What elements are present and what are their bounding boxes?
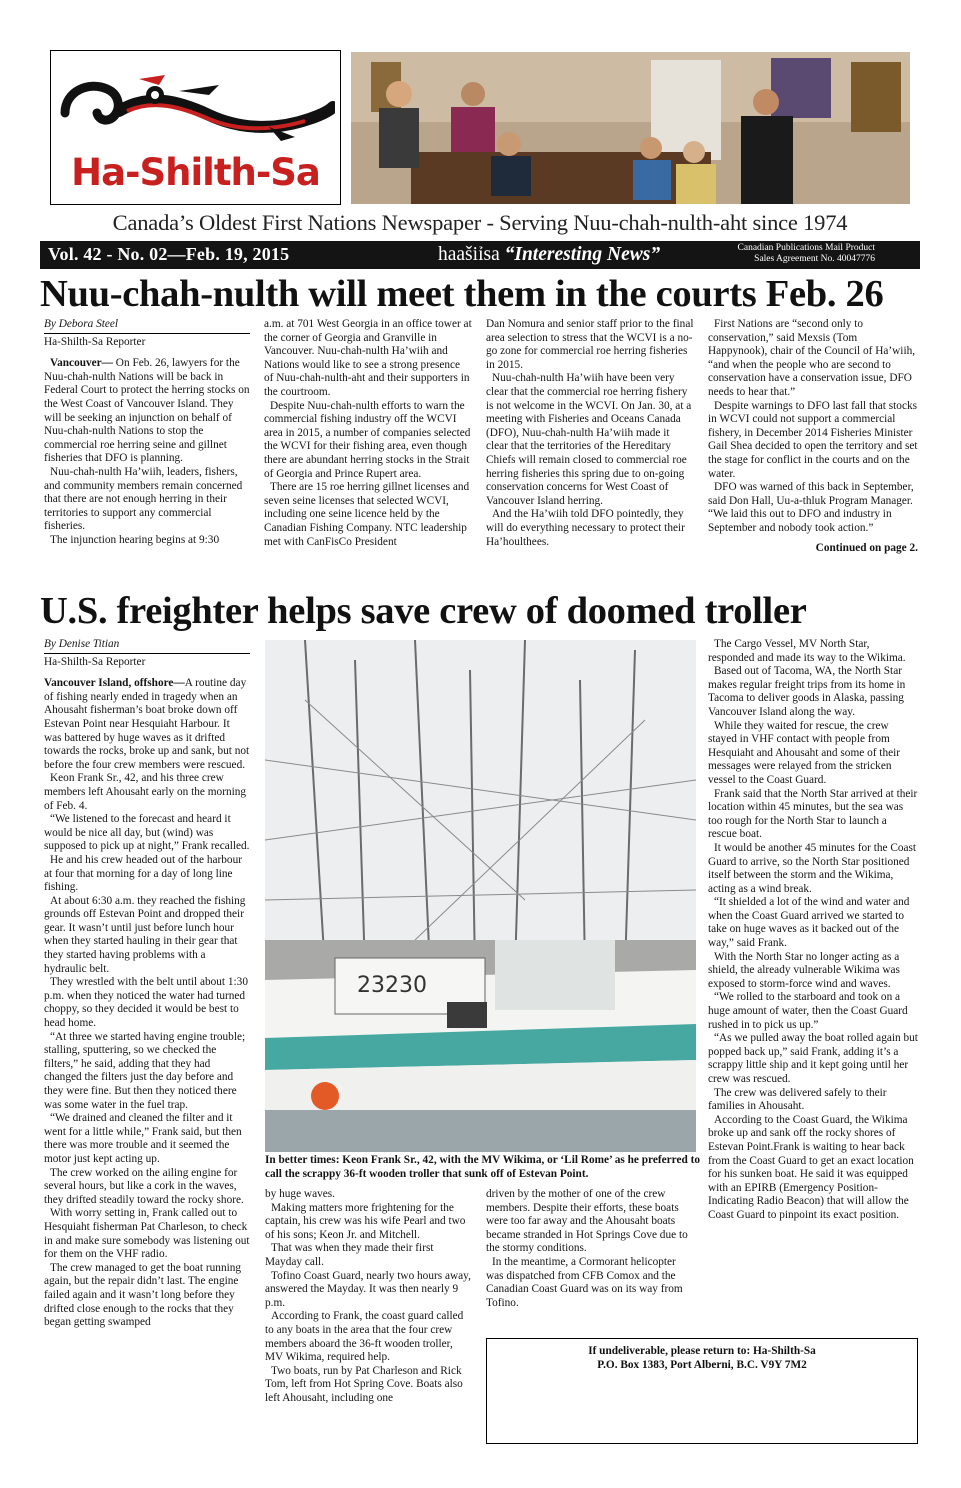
paragraph: There are 15 roe herring gillnet licenses and seven seine licenses that selected WCVI, including one seine licence held by the Canadian Fishing Company. NTC leadership met with CanFisCo President [264, 481, 470, 548]
paragraph: a.m. at 701 West Georgia in an office tower at the corner of Georgia and Granville in Vancouver. Nuu-chah-nulth Ha’wiih and Nations would like to see a strong presence of Nuu-chah-nulth-aht and their supporters in the courtroom. [264, 318, 472, 398]
article2-byline: By Denise Titian [44, 638, 120, 650]
paragraph: “We drained and cleaned the filter and it went for a little while,” Frank said, but then there was more trouble and it seemed the motor just kept acting up. [44, 1112, 242, 1165]
paragraph: Frank said that the North Star arrived at their location within 45 minutes, but the sea was too rough for the North Star to launch a rescue boat. [708, 787, 918, 841]
paragraph: Despite warnings to DFO last fall that stocks in WCVI could not support a commercial fishery, in December 2014 Fisheries Minister Gail Shea decided to open the territory and set the stage for conflict in the courts and on the water. [708, 399, 918, 480]
continued-link[interactable]: Continued on page 2. [815, 541, 918, 554]
mail-agreement [738, 243, 875, 265]
paragraph: According to the Coast Guard, the Wikima broke up and sank off the rocky shores of Estevan Point.Frank is waiting to hear back from the Coast Guard to get an exact location for his sunken boat. He said it was equipped with an EPIRB (Emergency Position-Indicating Radio Beacon) that will allow the Coast Guard to pinpoint its exact position. [708, 1113, 914, 1221]
paragraph: Making matters more frightening for the captain, his crew was his wife Pearl and two of his sons; Keon Jr. and Mitchell. [265, 1201, 466, 1241]
paragraph: They wrestled with the belt until about 1:30 p.m. when they noticed the water had turned choppy, so they decided it would be best to head home. [44, 976, 248, 1030]
paragraph: “As we pulled away the boat rolled again but popped back up,” said Frank, adding it’s a scrappy little ship and it kept going until her crew was rescued. [708, 1032, 918, 1085]
article2-dateline: Vancouver Island, offshore— [44, 677, 185, 690]
article1-column-2 [264, 318, 472, 549]
paragraph: Two boats, run by Pat Charleson and Rick Tom, left from Hot Spring Cove. Boats also left Ahousaht, including one [265, 1364, 463, 1404]
sea-serpent-logo-icon [59, 71, 335, 149]
paragraph: With worry setting in, Frank called out to Hesquiaht fisherman Pat Charleson, to check in and make sure somebody was listening out for them on the VHF radio. [44, 1207, 250, 1261]
motto-translation: “Interesting News” [504, 244, 661, 265]
paragraph: In the meantime, a Cormorant helicopter was dispatched from CFB Comox and the Canadian Coast Guard was on its way from Tofino. [486, 1255, 683, 1309]
article1-dateline: Vancouver— [50, 357, 113, 370]
return-line-2: P.O. Box 1383, Port Alberni, B.C. V9Y 7M2 [597, 1358, 807, 1371]
paragraph: With the North Star no longer acting as a shield, the already vulnerable Wikima was exposed to storm-force wind and waves. [708, 950, 900, 990]
paragraph: That was when they made their first Mayday call. [265, 1242, 434, 1268]
paragraph: While they waited for rescue, the crew stayed in VHF contact with people from Hesquiaht and Ahousaht and some of their messages were relayed from the stricken vessel to the Coast Guard. [708, 719, 901, 786]
mail-line-1: Canadian Publications Mail Product [737, 243, 875, 253]
paragraph: The Cargo Vessel, MV North Star, responded and made its way to the Wikima. [708, 638, 906, 664]
article2-column-4 [708, 638, 918, 1223]
photo-caption: In better times: Keon Frank Sr., 42, with the MV Wikima, or ‘Lil Rome’ as he preferred to call the scrappy 36-ft wooden troller that sunk off of Estevan Point. [265, 1154, 701, 1180]
tagline: Canada’s Oldest First Nations Newspaper - Serving Nuu-chah-nulth-aht since 1974 [112, 210, 848, 235]
paragraph: And the Ha’wiih told DFO pointedly, they will do everything necessary to protect their Ha’houlthees. [486, 508, 685, 548]
paragraph: The injunction hearing begins at 9:30 [50, 533, 220, 546]
paragraph: Despite Nuu-chah-nulth efforts to warn the commercial fishing industry off the WCVI area in 2015, a number of companies selected the WCVI for their fishing area, even though there are abundant herring stocks in the Strait of Georgia and Prince Rupert area. [264, 399, 471, 480]
article1-column-1 [44, 318, 250, 548]
article2-column-1 [44, 638, 250, 1330]
boat-hull-number: 23230 [357, 973, 427, 998]
paragraph: The crew managed to get the boat running again, but the repair didn’t last. The engine failed again and it wasn’t long before they drifted close enough to the rocks that they began getting swamped [44, 1261, 242, 1329]
article1-column-3 [486, 318, 694, 549]
paragraph: Based out of Tacoma, WA, the North Star makes regular freight trips from its home in Tacoma to deliver goods in Alaska, passing Vancouver Island along the way. [708, 665, 906, 718]
paragraph: First Nations are “second only to conservation,” said Mexsis (Tom Happynook), chair of the Council of Ha’wiih, “and when the people who are second to conservation have a conservation issue, DFO needs to hear that.” [708, 318, 916, 398]
paragraph: The crew was delivered safely to their families in Ahousaht. [708, 1086, 887, 1113]
paragraph: Tofino Coast Guard, nearly two hours away, answered the Mayday. It was then nearly 9 p.m. [265, 1269, 471, 1309]
paragraph: Dan Nomura and senior staff prior to the final area selection to stress that the WCVI is a no-go zone for commercial roe herring fisheries in 2015. [486, 318, 694, 371]
motto-word: haašiỉsa [438, 244, 500, 265]
paragraph: It would be another 45 minutes for the Coast Guard to arrive, so the North Star positioned itself between the storm and the Wikima, acting as a wind break. [708, 841, 917, 895]
paragraph: Vancouver— On Feb. 26, lawyers for the Nuu-chah-nulth Nations will be back in Federal Court to protect the herring stocks on the West Coast of Vancouver Island. They will be seeking an injunction on behalf of Nuu-chah-nulth Nations to stop the commercial roe herring seine and gillnet fisheries that DFO is planning. [44, 357, 250, 465]
paragraph: Vancouver Island, offshore—A routine day of fishing nearly ended in tragedy when an Ahousaht fisherman’s boat broke down off Estevan Point near Hesquiaht Harbour. It was battered by huge waves as it drifted towards the rocks, broke up and sank, but not before the four crew members were rescued. [44, 677, 250, 771]
mail-line-2: Sales Agreement No. 40047776 [754, 254, 875, 264]
paragraph: Nuu-chah-nulth Ha’wiih, leaders, fishers, and community members remain concerned that there are not enough herring in their territories to support any commercial fisheries. [44, 465, 243, 533]
return-address-box [486, 1338, 918, 1444]
paragraph: The crew worked on the ailing engine for several hours, but like a cork in the waves, they drifted steadily toward the rocky shore. [44, 1166, 244, 1206]
paragraph: “We rolled to the starboard and took on a huge amount of water, then the Coast Guard rushed in to pick us up.” [708, 991, 908, 1031]
header-photo [351, 52, 910, 204]
article1-byline: By Debora Steel [44, 318, 119, 330]
paragraph: “We listened to the forecast and heard it would be nice all day, but (wind) was supposed to pick up at night,” Frank recalled. [44, 813, 250, 853]
issue-banner [40, 241, 920, 269]
paragraph: “At three we started having engine trouble; stalling, sputtering, so we checked the filters,” he said, adding that they had changed the filters just the day before and they were fine. But then they noticed there was some water in the fuel trap. [44, 1030, 246, 1111]
boat-photo [265, 640, 696, 1152]
article2-byline-role: Ha-Shilth-Sa Reporter [44, 655, 146, 668]
article2-headline: U.S. freighter helps save crew of doomed troller [40, 590, 807, 632]
paragraph: Nuu-chah-nulth Ha’wiih have been very clear that the commercial roe herring fishery is not welcome in the WCVI. On Jan. 30, at a meeting with Fisheries and Oceans Canada (DFO), Nuu-chah-nulth Ha’wiih made it clear that the territories of the Hereditary Chiefs will remain closed to commercial roe herring fisheries this spring due to on-going conservation concerns for West Coast of Vancouver Island herring. [486, 372, 692, 507]
logo-wordmark: Ha-Shilth-Sa [71, 151, 320, 194]
paragraph: Keon Frank Sr., 42, and his three crew members left Ahousaht early on the morning of Feb. 4. [44, 772, 247, 812]
paragraph: “It shielded a lot of the wind and water and when the Coast Guard arrived we started to take on huge waves as it backed out of the way,” said Frank. [708, 896, 910, 950]
motto [438, 244, 660, 266]
masthead-logo [50, 50, 341, 205]
article1-headline: Nuu-chah-nulth will meet them in the courts Feb. 26 [40, 273, 884, 315]
paragraph: He and his crew headed out of the harbour at four that morning for a day of long line fishing. [44, 853, 242, 894]
article1-column-4 [708, 318, 918, 555]
paragraph: driven by the mother of one of the crew members. Despite their efforts, these boats were too far away and the Ahousaht boats became stranded in Hot Springs Cove due to the stormy conditions. [486, 1188, 688, 1255]
paragraph: DFO was warned of this back in September, said Don Hall, Uu-a-thluk Program Manager. “We laid this out to DFO and industry in September and nobody took action.” [708, 481, 914, 534]
paragraph: According to Frank, the coast guard called to any boats in the area that the four crew members aboard the 36-ft wooden troller, MV Wikima, required help. [265, 1310, 464, 1364]
paragraph: At about 6:30 a.m. they reached the fishing grounds off Estevan Point and dropped their gear. It wasn’t until just before lunch hour when they started hauling in their gear that they started having problems with a hydraulic belt. [44, 894, 246, 975]
article1-byline-role: Ha-Shilth-Sa Reporter [44, 335, 146, 348]
article2-column-2 [265, 1188, 473, 1406]
paragraph: by huge waves. [265, 1188, 335, 1200]
return-line-1: If undeliverable, please return to: Ha-Shilth-Sa [588, 1345, 816, 1357]
article2-column-3 [486, 1188, 696, 1310]
issue-volume: Vol. 42 - No. 02—Feb. 19, 2015 [48, 244, 290, 264]
